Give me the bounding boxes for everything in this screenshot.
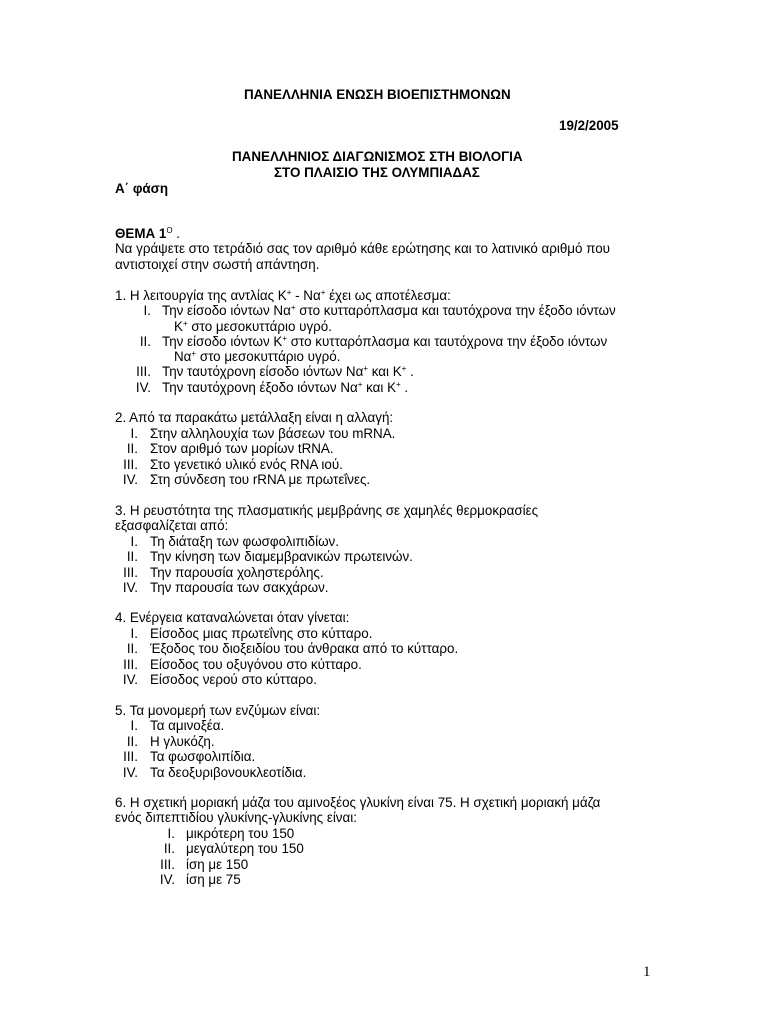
q2-option-number: I.: [130, 426, 138, 441]
q1-stem-part: - Να: [291, 288, 321, 303]
q1-option-2-continuation: [174, 349, 340, 365]
q3-option-number: I.: [130, 534, 138, 549]
q1-option-4-text: [162, 380, 408, 396]
q6-option-text: ίση με 150: [186, 857, 249, 872]
q1-option-1-part: στο μεσοκυττάριο υγρό.: [187, 319, 332, 334]
q1-option-1-continuation: [174, 319, 332, 335]
q4-option-text: Είσοδος του οξυγόνου στο κύτταρο.: [150, 657, 362, 672]
q1-stem-part: έχει ως αποτέλεσμα:: [325, 288, 451, 303]
q1-option-4-part: .: [400, 380, 409, 395]
question-1-stem: [115, 288, 451, 304]
q3-option-number: III.: [123, 565, 138, 580]
exam-title-line2: ΣΤΟ ΠΛΑΙΣΙΟ ΤΗΣ ΟΛΥΜΠΙΑΔΑΣ: [274, 165, 480, 180]
q5-option-number: II.: [126, 734, 138, 749]
q2-option-text: Στη σύνδεση του rRNA με πρωτεΐνες.: [150, 472, 371, 487]
q1-option-3-number: III.: [136, 364, 151, 379]
q3-option-text: Την παρουσία των σακχάρων.: [150, 580, 329, 595]
superscript-plus: +: [286, 288, 292, 297]
q1-option-1-part: K: [174, 319, 183, 334]
q1-option-3-part: Την ταυτόχρονη είσοδο ιόντων Να: [162, 364, 364, 379]
q1-option-3-text: [162, 364, 414, 380]
superscript-plus: +: [320, 288, 326, 297]
theme-heading: [115, 226, 180, 242]
q4-option-text: Είσοδος νερού στο κύτταρο.: [150, 672, 317, 687]
q1-option-1-text: [162, 303, 616, 319]
q6-option-number: II.: [163, 841, 175, 856]
q1-option-2-text: [162, 334, 607, 350]
q4-option-text: Είσοδος μιας πρωτεΐνης στο κύτταρο.: [150, 626, 373, 641]
q1-option-1-part: Την είσοδο ιόντων Να: [162, 303, 291, 318]
q6-option-text: ίση με 75: [186, 872, 241, 887]
q4-option-number: III.: [123, 657, 138, 672]
question-6-stem-line2: ενός διπεπτιδίου γλυκίνης-γλυκίνης είναι:: [115, 810, 357, 825]
instructions-line1: Να γράψετε στο τετράδιό σας τον αριθμό κάθε ερώτησης και το λατινικό αριθμό που: [115, 241, 610, 256]
q2-option-number: IV.: [122, 472, 138, 487]
question-4-stem: 4. Ενέργεια καταναλώνεται όταν γίνεται:: [115, 610, 350, 625]
q1-option-4-part: και K: [362, 380, 397, 395]
q5-option-number: IV.: [122, 765, 138, 780]
q1-option-4-part: Την ταυτόχρονη έξοδο ιόντων Να: [162, 380, 358, 395]
organization-title: ΠΑΝΕΛΛΗΝΙΑ ΕΝΩΣΗ ΒΙΟΕΠΙΣΤΗΜΟΝΩΝ: [244, 87, 511, 102]
q1-option-1-number: I.: [143, 303, 151, 318]
q1-option-4-number: IV.: [135, 380, 151, 395]
q2-option-text: Στην αλληλουχία των βάσεων του mRNA.: [150, 426, 396, 441]
q6-option-number: I.: [167, 826, 175, 841]
exam-date: 19/2/2005: [559, 118, 619, 133]
question-6-stem-line1: 6. Η σχετική μοριακή μάζα του αμινοξέος γλυκίνη είναι 75. Η σχετική μοριακή μάζα: [115, 795, 601, 810]
q5-option-text: Η γλυκόζη.: [150, 734, 215, 749]
superscript-plus: +: [396, 380, 401, 389]
instructions-line2: αντιστοιχεί στην σωστή απάντηση.: [115, 257, 320, 272]
q3-option-text: Τη διάταξη των φωσφολιπιδίων.: [150, 534, 339, 549]
q1-option-1-part: στο κυτταρόπλασμα και ταυτόχρονα την έξοδο ιόντων: [295, 303, 616, 318]
q6-option-number: III.: [160, 857, 175, 872]
q3-option-number: II.: [126, 549, 138, 564]
question-3-stem-line1: 3. Η ρευστότητα της πλασματικής μεμβράνης σε χαμηλές θερμοκρασίες: [115, 503, 539, 518]
question-5-stem: 5. Τα μονομερή των ενζύμων είναι:: [115, 703, 321, 718]
q2-option-number: II.: [126, 441, 138, 456]
q4-option-text: Έξοδος του διοξειδίου του άνθρακα από το κύτταρο.: [150, 641, 459, 656]
superscript-plus: +: [357, 380, 363, 389]
superscript-plus: +: [282, 334, 288, 343]
q1-option-2-part: Την είσοδο ιόντων K: [162, 334, 283, 349]
exam-phase: Α΄ φάση: [115, 181, 169, 196]
exam-title-line1: ΠΑΝΕΛΛΗΝΙΟΣ ΔΙΑΓΩΝΙΣΜΟΣ ΣΤΗ ΒΙΟΛΟΓΙΑ: [232, 149, 523, 164]
q5-option-number: I.: [130, 718, 138, 733]
q2-option-number: III.: [123, 457, 138, 472]
q1-option-2-number: II.: [139, 334, 151, 349]
q3-option-text: Την κίνηση των διαμεμβρανικών πρωτεινών.: [150, 549, 413, 564]
q1-option-2-part: στο κυτταρόπλασμα και ταυτόχρονα την έξοδο ιόντων: [287, 334, 608, 349]
superscript-plus: +: [182, 319, 188, 328]
q4-option-number: IV.: [122, 672, 138, 687]
q6-option-text: μικρότερη του 150: [186, 826, 295, 841]
q1-stem-part: 1. Η λειτουργία της αντλίας K: [115, 288, 287, 303]
superscript-plus: +: [290, 303, 296, 312]
theme-label-sup: Ο: [166, 226, 173, 235]
superscript-plus: +: [401, 364, 407, 373]
q5-option-text: Τα αμινοξέα.: [150, 718, 225, 733]
question-2-stem: 2. Από τα παρακάτω μετάλλαξη είναι η αλλαγή:: [115, 410, 394, 425]
q1-option-2-part: Να: [174, 349, 192, 364]
theme-label-after: .: [172, 226, 181, 241]
q3-option-text: Την παρουσία χοληστερόλης.: [150, 565, 324, 580]
q6-option-number: IV.: [159, 872, 175, 887]
q6-option-text: μεγαλύτερη του 150: [186, 841, 304, 856]
q4-option-number: II.: [126, 641, 138, 656]
q1-option-2-part: στο μεσοκυττάριο υγρό.: [196, 349, 341, 364]
q1-option-3-part: .: [406, 364, 414, 379]
q5-option-text: Τα φωσφολιπίδια.: [150, 749, 256, 764]
q5-option-number: III.: [123, 749, 138, 764]
q5-option-text: Τα δεοξυριβονουκλεοτίδια.: [150, 765, 307, 780]
q2-option-text: Στον αριθμό των μορίων tRNA.: [150, 441, 334, 456]
q1-option-3-part: και K: [368, 364, 402, 379]
question-3-stem-line2: εξασφαλίζεται από:: [115, 518, 229, 533]
theme-label: ΘΕΜΑ 1: [115, 226, 167, 241]
q4-option-number: I.: [130, 626, 138, 641]
page-number: 1: [643, 964, 651, 980]
q3-option-number: IV.: [122, 580, 138, 595]
superscript-plus: +: [363, 364, 369, 373]
superscript-plus: +: [191, 349, 197, 358]
q2-option-text: Στο γενετικό υλικό ενός RNA ιού.: [150, 457, 343, 472]
